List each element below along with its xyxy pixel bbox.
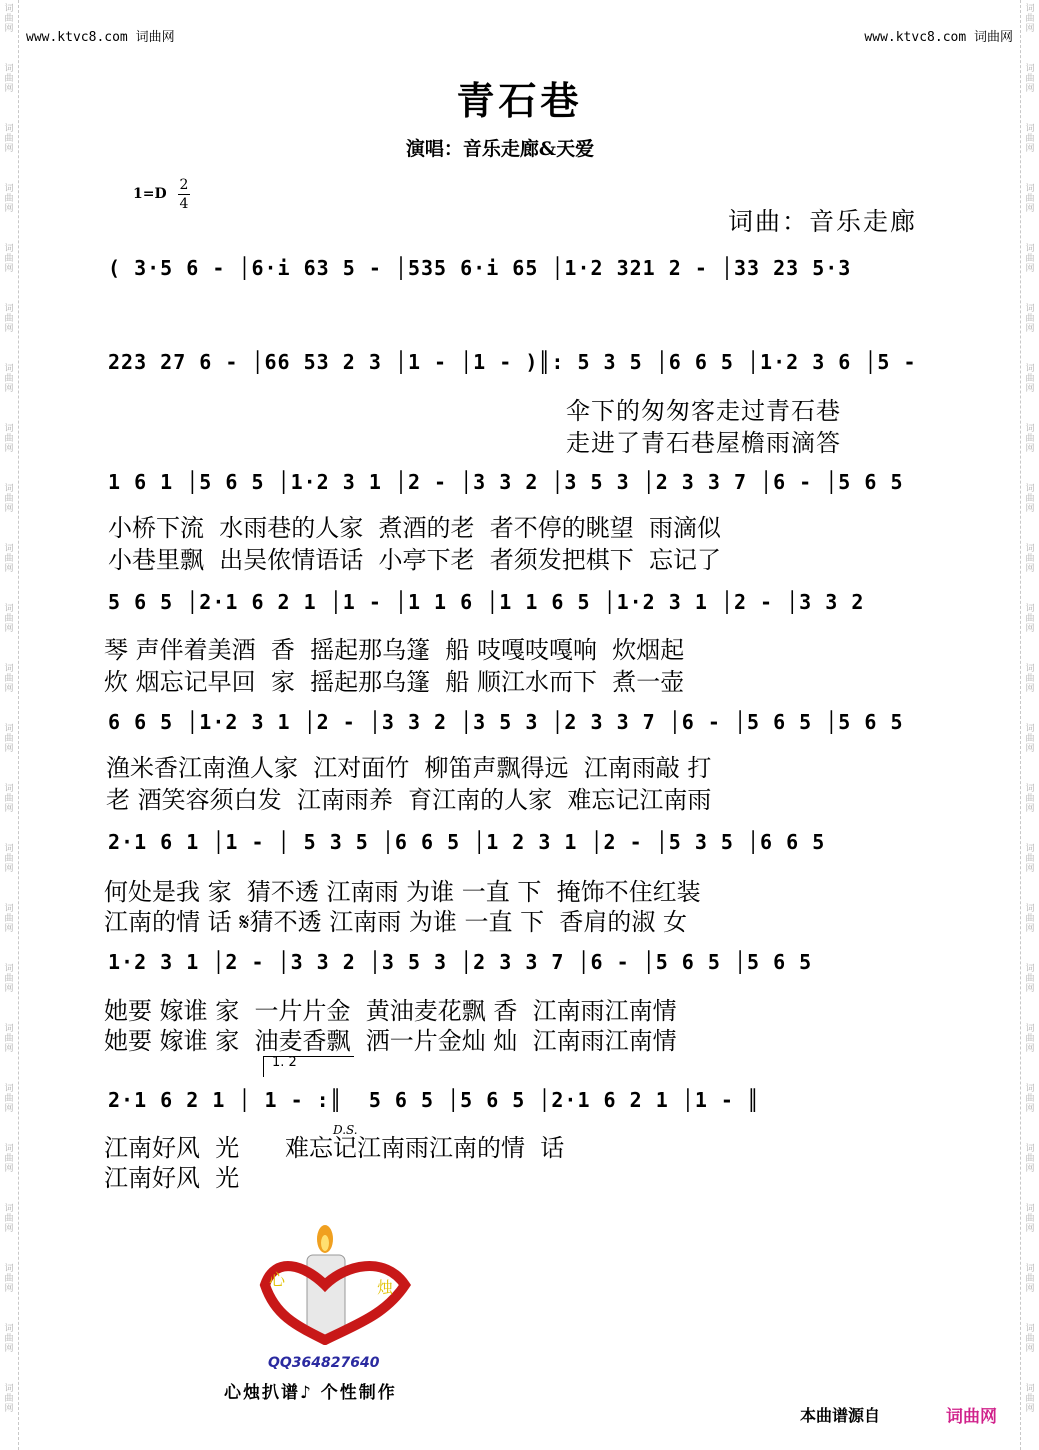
lyric-6b: 江南的情 话 𝄋猜不透 江南雨 为谁 一直 下 香肩的淑 女 xyxy=(104,908,687,936)
lyric-2b: 走进了青石巷屋檐雨滴答 xyxy=(566,429,841,457)
score-line-5: 6 6 5 │1·2 3 1 │2 - │3 3 2 │3 5 3 │2 3 3 7 │6 - │5 6 5 │5 6 5 xyxy=(108,710,904,734)
watermark-glyph-group: 词 曲 网 xyxy=(1025,1264,1035,1294)
lyric-4b: 炊 烟忘记早回 家 摇起那乌篷 船 顺江水而下 煮一壶 xyxy=(104,668,685,696)
score-line-7: 1·2 3 1 │2 - │3 3 2 │3 5 3 │2 3 3 7 │6 - │5 6 5 │5 6 5 xyxy=(108,950,813,974)
watermark-glyph-group: 词 曲 网 xyxy=(4,1264,14,1294)
watermark-glyph-group: 词 曲 网 xyxy=(4,1144,14,1174)
site-url-left[interactable]: www.ktvc8.com 词曲网 xyxy=(26,30,175,45)
lyric-5b: 老 酒笑容须白发 江南雨养 育江南的人家 难忘记江南雨 xyxy=(106,786,712,814)
lyric-8b: 江南好风 光 xyxy=(104,1164,240,1192)
watermark-glyph-group: 词 曲 网 xyxy=(4,124,14,154)
lyric-7b: 她要 嫁谁 家 油麦香飘 洒一片金灿 灿 江南雨江南情 xyxy=(104,1027,677,1055)
watermark-glyph-group: 词 曲 网 xyxy=(4,784,14,814)
lyric-7a: 她要 嫁谁 家 一片片金 黄油麦花飘 香 江南雨江南情 xyxy=(104,997,677,1025)
source-site-link[interactable]: 词曲网 xyxy=(946,1407,997,1427)
right-margin-watermark xyxy=(1020,0,1039,1450)
watermark-glyph-group: 词 曲 网 xyxy=(4,904,14,934)
left-margin-watermark xyxy=(0,0,19,1450)
watermark-glyph-group: 词 曲 网 xyxy=(4,964,14,994)
lyric-2a: 伞下的匆匆客走过青石巷 xyxy=(566,397,841,425)
lyric-5a: 渔米香江南渔人家 江对面竹 柳笛声飘得远 江南雨敲 打 xyxy=(106,754,712,782)
credit-line: 词曲：音乐走廊 xyxy=(728,207,918,236)
watermark-glyph-group: 词 曲 网 xyxy=(4,364,14,394)
lyric-4a: 琴 声伴着美酒 香 摇起那乌篷 船 吱嘎吱嘎响 炊烟起 xyxy=(104,636,685,664)
lyric-8a: 江南好风 光 难忘记江南雨江南的情 话 xyxy=(104,1134,565,1162)
watermark-glyph-group: 词 曲 网 xyxy=(1025,364,1035,394)
lyric-3a: 小桥下流 水雨巷的人家 煮酒的老 者不停的眺望 雨滴似 xyxy=(108,514,722,542)
watermark-glyph-group: 词 曲 网 xyxy=(1025,244,1035,274)
watermark-glyph-group: 词 曲 网 xyxy=(1025,64,1035,94)
score-line-8: 2·1 6 2 1 │ 1 - :║ 5 6 5 │5 6 5 │2·1 6 2 1 │1 - ║ xyxy=(108,1088,761,1112)
watermark-glyph-group: 词 曲 网 xyxy=(4,1324,14,1354)
logo-char-right: 烛 xyxy=(377,1278,394,1297)
watermark-glyph-group: 词 曲 网 xyxy=(1025,844,1035,874)
watermark-glyph-group: 词 曲 网 xyxy=(1025,1324,1035,1354)
time-signature xyxy=(178,176,190,213)
watermark-glyph-group: 词 曲 网 xyxy=(4,64,14,94)
singer-line: 演唱：音乐走廊&天爱 xyxy=(405,138,595,160)
dal-segno-mark: D.S. xyxy=(333,1123,358,1137)
watermark-glyph-group: 词 曲 网 xyxy=(1025,544,1035,574)
score-line-2: 223 27 6 - │66 53 2 3 │1 - │1 - )║: 5 3 5 │6 6 5 │1·2 3 6 │5 - xyxy=(108,350,917,374)
watermark-glyph-group: 词 曲 网 xyxy=(4,1384,14,1414)
watermark-glyph-group: 词 曲 网 xyxy=(1025,784,1035,814)
qq-number: QQ364827640 xyxy=(268,1355,380,1371)
watermark-glyph-group: 词 曲 网 xyxy=(4,4,14,34)
watermark-glyph-group: 词 曲 网 xyxy=(1025,124,1035,154)
lyric-3b: 小巷里飘 出吴侬情语话 小亭下老 者须发把棋下 忘记了 xyxy=(108,546,722,574)
source-label: 本曲谱源自 xyxy=(800,1406,881,1425)
site-url-right[interactable]: www.ktvc8.com 词曲网 xyxy=(864,30,1013,45)
maker-credit: 心烛扒谱♪ 个性制作 xyxy=(224,1383,397,1403)
score-line-3: 1 6 1 │5 6 5 │1·2 3 1 │2 - │3 3 2 │3 5 3 │2 3 3 7 │6 - │5 6 5 xyxy=(108,470,904,494)
watermark-glyph-group: 词 曲 网 xyxy=(4,844,14,874)
watermark-glyph-group: 词 曲 网 xyxy=(1025,1024,1035,1054)
watermark-glyph-group: 词 曲 网 xyxy=(1025,964,1035,994)
watermark-glyph-group: 词 曲 网 xyxy=(4,304,14,334)
watermark-glyph-group: 词 曲 网 xyxy=(1025,1384,1035,1414)
watermark-glyph-group: 词 曲 网 xyxy=(1025,484,1035,514)
watermark-glyph-group: 词 曲 网 xyxy=(4,604,14,634)
watermark-glyph-group: 词 曲 网 xyxy=(1025,664,1035,694)
watermark-glyph-group: 词 曲 网 xyxy=(1025,604,1035,634)
watermark-glyph-group: 词 曲 网 xyxy=(4,544,14,574)
lyric-6a: 何处是我 家 猜不透 江南雨 为谁 一直 下 掩饰不住红装 xyxy=(104,878,701,906)
watermark-glyph-group: 词 曲 网 xyxy=(4,484,14,514)
candle-logo-icon xyxy=(255,1225,415,1345)
score-line-4: 5 6 5 │2·1 6 2 1 │1 - │1 1 6 │1 1 6 5 │1·2 3 1 │2 - │3 3 2 xyxy=(108,590,865,614)
watermark-glyph-group: 词 曲 网 xyxy=(1025,304,1035,334)
volta-bracket: 1. 2 xyxy=(263,1056,354,1077)
watermark-glyph-group: 词 曲 网 xyxy=(4,1084,14,1114)
watermark-glyph-group: 词 曲 网 xyxy=(1025,424,1035,454)
watermark-glyph-group: 词 曲 网 xyxy=(4,424,14,454)
song-title: 青石巷 xyxy=(456,78,583,123)
watermark-glyph-group: 词 曲 网 xyxy=(1025,4,1035,34)
watermark-glyph-group: 词 曲 网 xyxy=(4,1204,14,1234)
time-bottom: 4 xyxy=(179,196,189,212)
watermark-glyph-group: 词 曲 网 xyxy=(4,1024,14,1054)
score-line-1: ( 3·5 6 - │6·i 63 5 - │535 6·i 65 │1·2 321 2 - │33 23 5·3 xyxy=(108,256,852,280)
watermark-glyph-group: 词 曲 网 xyxy=(1025,1144,1035,1174)
logo-char-left: 心 xyxy=(269,1270,286,1289)
watermark-glyph-group: 词 曲 网 xyxy=(1025,1084,1035,1114)
watermark-glyph-group: 词 曲 网 xyxy=(4,184,14,214)
key-signature: 1=D xyxy=(133,186,167,202)
time-top: 2 xyxy=(179,177,189,193)
watermark-glyph-group: 词 曲 网 xyxy=(1025,1204,1035,1234)
watermark-glyph-group: 词 曲 网 xyxy=(1025,904,1035,934)
watermark-glyph-group: 词 曲 网 xyxy=(1025,184,1035,214)
score-line-6: 2·1 6 1 │1 - │ 5 3 5 │6 6 5 │1 2 3 1 │2 - │5 3 5 │6 6 5 xyxy=(108,830,826,854)
watermark-glyph-group: 词 曲 网 xyxy=(4,724,14,754)
watermark-glyph-group: 词 曲 网 xyxy=(4,664,14,694)
watermark-glyph-group: 词 曲 网 xyxy=(1025,724,1035,754)
watermark-glyph-group: 词 曲 网 xyxy=(4,244,14,274)
